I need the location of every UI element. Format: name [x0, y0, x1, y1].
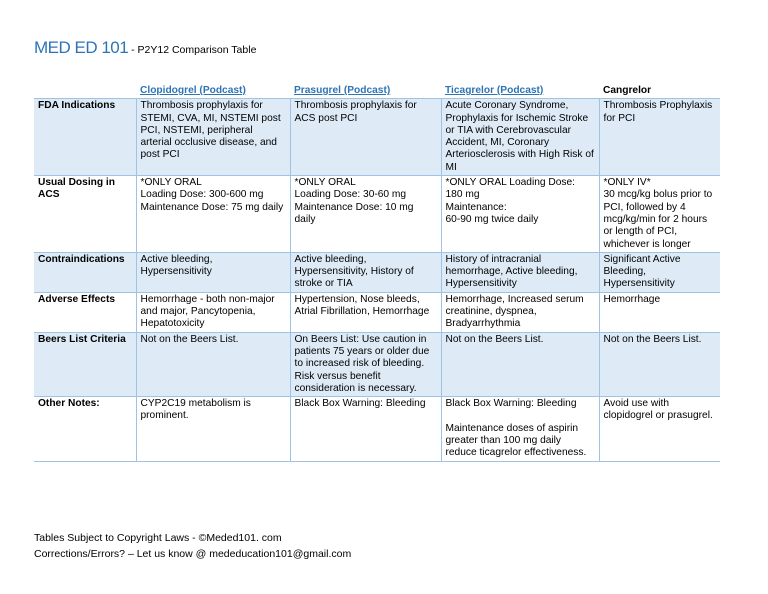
- row-label: Usual Dosing in ACS: [34, 176, 136, 253]
- table-row-usual-dosing: [34, 176, 720, 253]
- table-cell: History of intracranial hemorrhage, Active bleeding, Hypersensitivity: [441, 252, 599, 292]
- column-header-cangrelor: Cangrelor: [599, 82, 720, 99]
- page-subtitle: - P2Y12 Comparison Table: [128, 44, 257, 56]
- row-label: FDA Indications: [34, 99, 136, 176]
- table-cell: Not on the Beers List.: [136, 332, 290, 396]
- table-cell: CYP2C19 metabolism is prominent.: [136, 397, 290, 461]
- table-row-adverse-effects: [34, 292, 720, 332]
- table-row-contraindications: [34, 252, 720, 292]
- table-cell: Not on the Beers List.: [441, 332, 599, 396]
- column-header-ticagrelor-link[interactable]: Ticagrelor (Podcast): [441, 82, 599, 99]
- table-cell: Hypertension, Nose bleeds, Atrial Fibrillation, Hemorrhage: [290, 292, 441, 332]
- comparison-table: [34, 82, 720, 462]
- table-cell: Acute Coronary Syndrome, Prophylaxis for Ischemic Stroke or TIA with Cerebrovascular Accident, MI, Coronary Arteriosclerosis with High Risk of MI: [441, 99, 599, 176]
- table-cell: Active bleeding, Hypersensitivity: [136, 252, 290, 292]
- table-cell: *ONLY ORAL Loading Dose: 300-600 mg Maintenance Dose: 75 mg daily: [136, 176, 290, 253]
- table-cell: Avoid use with clopidogrel or prasugrel.: [599, 397, 720, 461]
- page-header: [34, 38, 256, 58]
- brand-logo-text: MED ED 101: [34, 38, 129, 57]
- row-label: Beers List Criteria: [34, 332, 136, 396]
- row-label: Contraindications: [34, 252, 136, 292]
- page-footer: [34, 530, 351, 562]
- table-cell: Significant Active Bleeding, Hypersensitivity: [599, 252, 720, 292]
- table-cell: Not on the Beers List.: [599, 332, 720, 396]
- copyright-notice: Tables Subject to Copyright Laws - ©Meded101. com: [34, 532, 282, 544]
- column-header-prasugrel-link[interactable]: Prasugrel (Podcast): [290, 82, 441, 99]
- table-cell: *ONLY ORAL Loading Dose: 180 mg Maintenance: 60-90 mg twice daily: [441, 176, 599, 253]
- corrections-contact: Corrections/Errors? – Let us know @ mededucation101@gmail.com: [34, 548, 352, 560]
- table-cell: Hemorrhage - both non-major and major, Pancytopenia, Hepatotoxicity: [136, 292, 290, 332]
- table-cell: Black Box Warning: Bleeding Maintenance doses of aspirin greater than 100 mg daily reduce ticagrelor effectiveness.: [441, 397, 599, 461]
- table-cell: Hemorrhage: [599, 292, 720, 332]
- table-cell: Thrombosis prophylaxis for ACS post PCI: [290, 99, 441, 176]
- column-header-clopidogrel-link[interactable]: Clopidogrel (Podcast): [136, 82, 290, 99]
- table-row-other-notes: [34, 397, 720, 461]
- table-cell: Hemorrhage, Increased serum creatinine, dyspnea, Bradyarrhythmia: [441, 292, 599, 332]
- row-label: Other Notes:: [34, 397, 136, 461]
- table-cell: *ONLY IV* 30 mcg/kg bolus prior to PCI, followed by 4 mcg/kg/min for 2 hours or length of PCI, whichever is longer: [599, 176, 720, 253]
- header-corner-cell: [34, 82, 136, 99]
- table-row-beers-list: [34, 332, 720, 396]
- table-row-fda-indications: [34, 99, 720, 176]
- table-cell: Thrombosis Prophylaxis for PCI: [599, 99, 720, 176]
- table-cell: *ONLY ORAL Loading Dose: 30-60 mg Maintenance Dose: 10 mg daily: [290, 176, 441, 253]
- table-cell: Black Box Warning: Bleeding: [290, 397, 441, 461]
- table-cell: On Beers List: Use caution in patients 75 years or older due to increased risk of bleeding. Risk versus benefit consideration is necessary.: [290, 332, 441, 396]
- row-label: Adverse Effects: [34, 292, 136, 332]
- table-header-row: [34, 82, 720, 99]
- table-cell: Thrombosis prophylaxis for STEMI, CVA, MI, NSTEMI post PCI, NSTEMI, peripheral arterial occlusive disease, and post PCI: [136, 99, 290, 176]
- table-cell: Active bleeding, Hypersensitivity, History of stroke or TIA: [290, 252, 441, 292]
